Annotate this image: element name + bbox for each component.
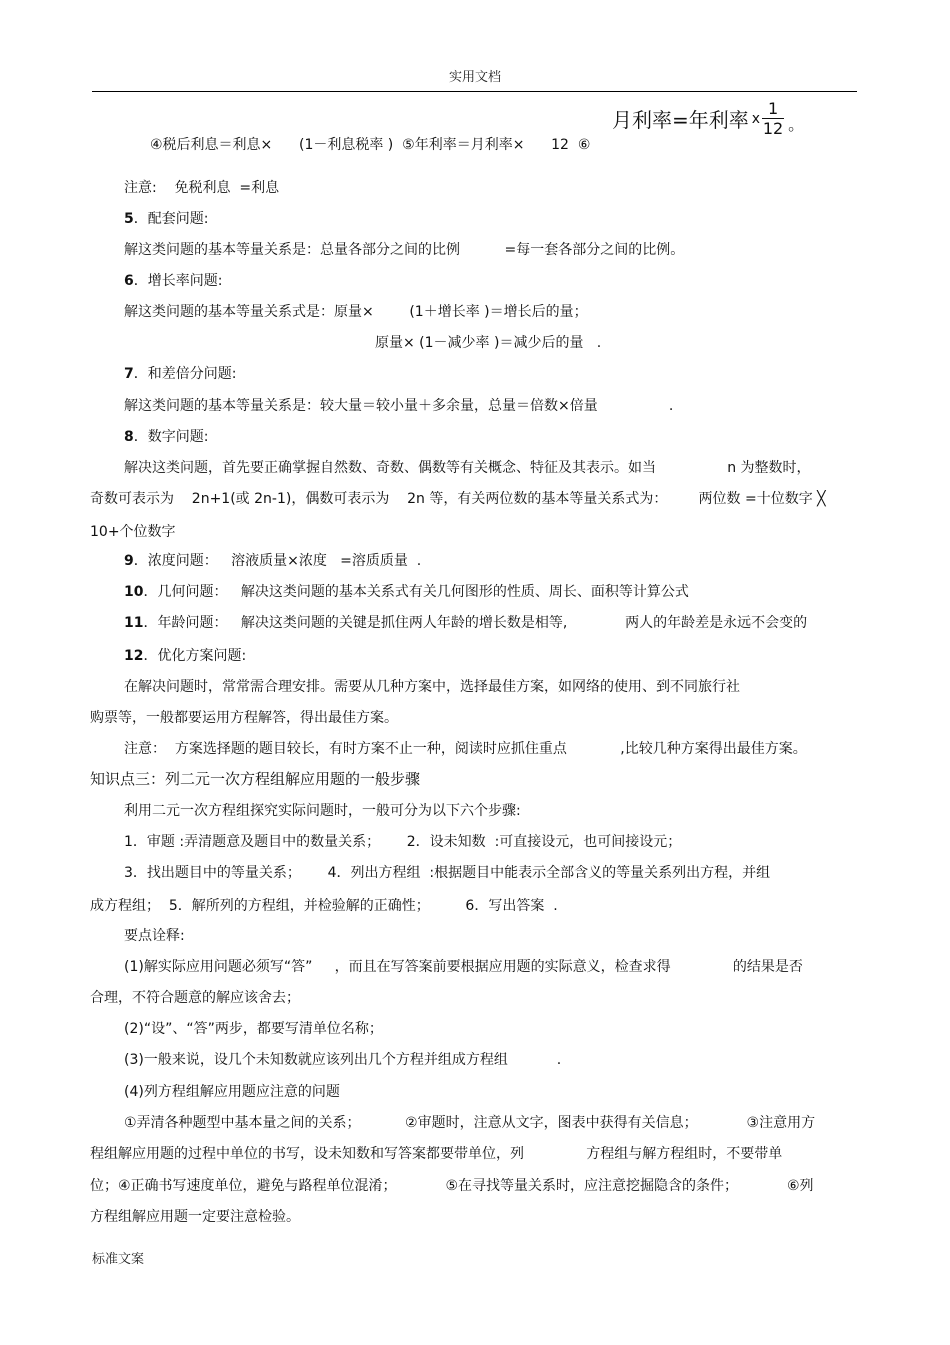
section-heading: [124, 272, 222, 290]
text-line: 注意： 方案选择题的题目较长，有时方案不止一种，阅读时应抓住重点 ,比较几种方案得出最佳方案。: [124, 741, 807, 757]
text-line: (1)解实际应用问题必须写“答” ，而且在写答案前要根据应用题的实际意义，检查求得 的结果是否: [124, 959, 803, 975]
text-line: 解决这类问题，首先要正确掌握自然数、奇数、偶数等有关概念、特征及其表示。如当 n 为整数时，: [124, 460, 811, 476]
section-number: 5: [124, 211, 134, 227]
text-line: ①弄清各种题型中基本量之间的关系； ②审题时，注意从文字，图表中获得有关信息； ③注意用方: [124, 1115, 816, 1131]
text-line: 程组解应用题的过程中单位的书写，设未知数和写答案都要带单位，列 方程组与解方程组时，不要带单: [90, 1146, 783, 1162]
text-line: 10+个位数字: [90, 524, 176, 540]
text-line: 购票等，一般都要运用方程解答，得出最佳方案。: [90, 710, 398, 726]
section-heading: [124, 614, 807, 632]
text-line: 注意: 免税利息 =利息: [124, 180, 280, 196]
section-title: ．几何问题： 解决这类问题的基本关系式有关几何图形的性质、周长、面积等计算公式: [143, 584, 689, 600]
section-title: ．增长率问题:: [133, 273, 223, 289]
text-line: 解这类问题的基本等量关系式是：原量× (1＋增长率 )＝增长后的量；: [124, 304, 588, 320]
fraction-denominator: 12: [762, 119, 784, 138]
formula-lhs: 月利率=年利率: [612, 108, 749, 132]
section-number: 11: [124, 615, 144, 631]
page-footer: 标准文案: [92, 1252, 145, 1267]
text-line: 解这类问题的基本等量关系是：较大量＝较小量＋多余量，总量＝倍数×倍量 .: [124, 398, 674, 414]
section-number: 7: [124, 366, 134, 382]
text-line: (2)“设”、“答”两步，都要写清单位名称；: [124, 1021, 383, 1037]
section-title: ．和差倍分问题:: [133, 366, 237, 382]
text-line: 原量× (1－减少率 )＝减少后的量 .: [375, 335, 602, 351]
section-heading: [124, 365, 236, 383]
text-line: 3．找出题目中的等量关系； 4．列出方程组 :根据题目中能表示全部含义的等量关系列出方程，并组: [124, 865, 771, 881]
section-heading: [124, 583, 689, 601]
text-line: 利用二元一次方程组探究实际问题时，一般可分为以下六个步骤:: [124, 803, 521, 819]
text-line: 解这类问题的基本等量关系是：总量各部分之间的比例 =每一套各部分之间的比例。: [124, 242, 685, 258]
section-title: ．数字问题:: [133, 429, 209, 445]
section-title: ．年龄问题： 解决这类问题的关键是抓住两人年龄的增长数是相等, 两人的年龄差是永远不会变的: [143, 615, 808, 631]
section-number: 8: [124, 429, 134, 445]
section-title: ．配套问题:: [133, 211, 209, 227]
section-title: ．浓度问题： 溶液质量×浓度 =溶质质量 .: [133, 553, 422, 569]
knowledge-point-heading: 知识点三：列二元一次方程组解应用题的一般步骤: [90, 770, 421, 788]
text-line: 奇数可表示为 2n+1(或 2n-1)，偶数可表示为 2n 等，有关两位数的基本等量关系式为： 两位数 =十位数字 ╳: [90, 491, 826, 507]
section-heading: [124, 210, 208, 228]
monthly-rate-formula: [612, 100, 804, 137]
text-line: 1．审题 :弄清题意及题目中的数量关系； 2．设未知数 :可直接设元，也可间接设元；: [124, 834, 682, 850]
text-line: 在解决问题时，常常需合理安排。需要从几种方案中，选择最佳方案，如网络的使用、到不同旅行社: [124, 679, 740, 695]
fraction-numerator: 1: [767, 99, 779, 118]
section-heading: [124, 647, 246, 665]
section-heading: [124, 552, 421, 570]
text-line: 方程组解应用题一定要注意检验。: [90, 1209, 300, 1225]
text-line: 要点诠释:: [124, 928, 185, 944]
header-rule: [92, 91, 857, 92]
formula-fraction: [762, 100, 784, 137]
text-line: 位；④正确书写速度单位，避免与路程单位混淆； ⑤在寻找等量关系时，应注意挖掘隐含的条件； ⑥列: [90, 1178, 814, 1194]
section-number: 9: [124, 553, 134, 569]
formula-times: x: [751, 110, 761, 127]
text-line: ④税后利息＝利息× (1－利息税率 ) ⑤年利率＝月利率× 12 ⑥: [150, 137, 591, 153]
formula-end: 。: [788, 115, 805, 134]
page-header: 实用文档: [448, 70, 501, 85]
section-heading: [124, 428, 208, 446]
section-number: 6: [124, 273, 134, 289]
text-line: 合理，不符合题意的解应该舍去；: [90, 990, 300, 1006]
text-line: 成方程组； 5．解所列的方程组，并检验解的正确性； 6．写出答案 .: [90, 898, 558, 914]
text-line: (4)列方程组解应用题应注意的问题: [124, 1084, 340, 1100]
text-line: (3)一般来说，设几个未知数就应该列出几个方程并组成方程组 .: [124, 1052, 562, 1068]
section-number: 12: [124, 648, 144, 664]
section-number: 10: [124, 584, 144, 600]
section-title: ．优化方案问题:: [143, 648, 247, 664]
